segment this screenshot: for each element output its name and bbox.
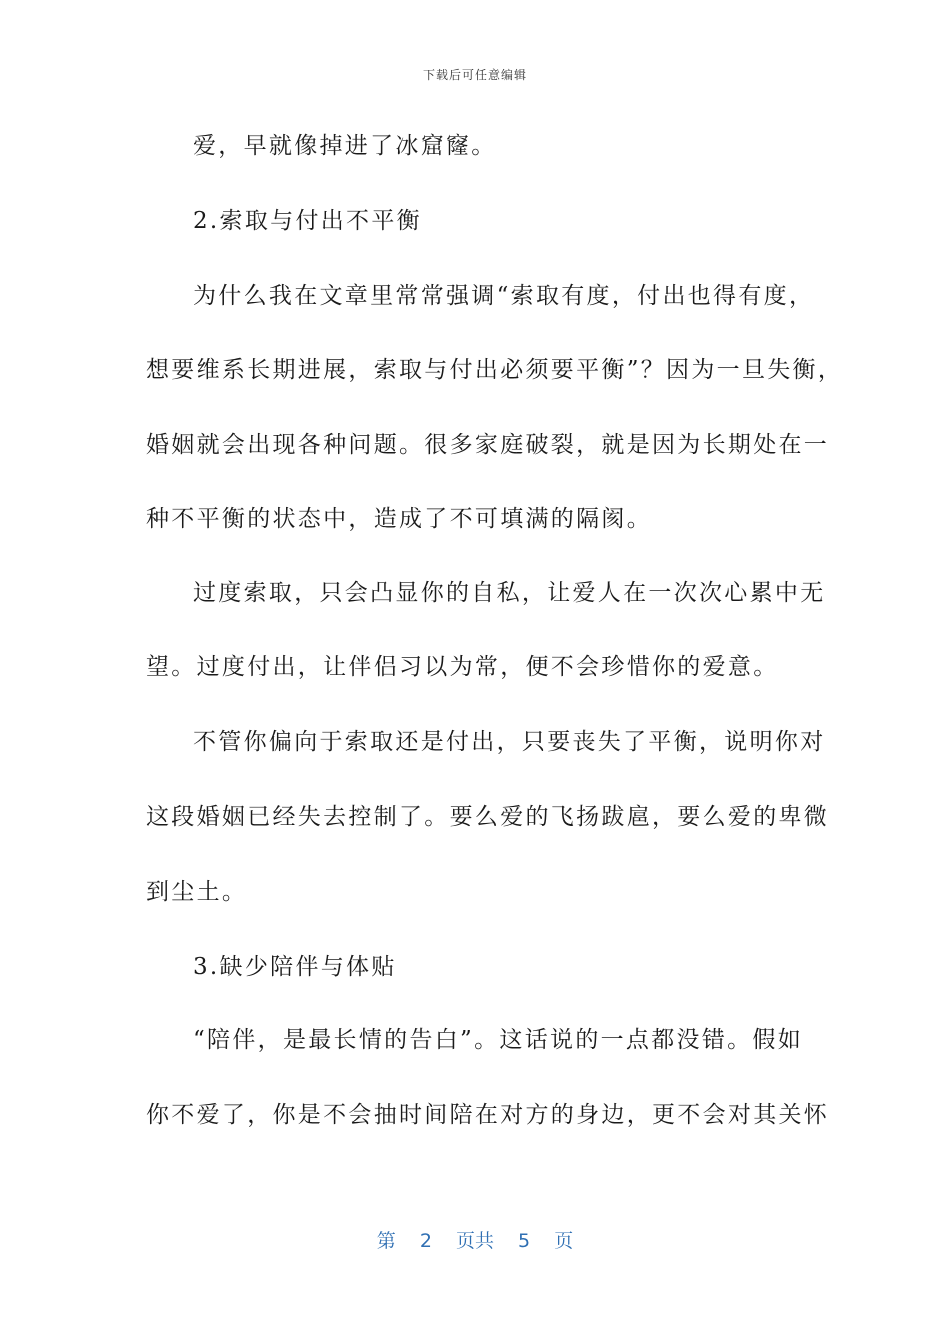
body-line-4: 想要维系长期进展，索取与付出必须要平衡”？因为一旦失衡， — [146, 357, 844, 383]
body-line-14: 你不爱了，你是不会抽时间陪在对方的身边，更不会对其关怀 — [146, 1102, 830, 1128]
body-line-11: 到尘土。 — [146, 879, 248, 905]
footer-middle: 页共 — [455, 1230, 494, 1252]
body-line-7: 过度索取，只会凸显你的自私，让爱人在一次次心累中无 — [193, 580, 826, 606]
body-line-6: 种不平衡的状态中，造成了不可填满的隔阂。 — [146, 506, 652, 532]
body-line-9: 不管你偏向于索取还是付出，只要丧失了平衡，说明你对 — [193, 729, 826, 755]
body-line-5: 婚姻就会出现各种问题。很多家庭破裂，就是因为长期处在一 — [146, 432, 830, 458]
page-footer — [0, 1226, 950, 1253]
footer-suffix: 页 — [554, 1230, 574, 1252]
body-line-8: 望。过度付出，让伴侣习以为常，便不会珍惜你的爱意。 — [146, 654, 779, 680]
page-header: 下载后可任意编辑 — [422, 68, 527, 82]
body-line-10: 这段婚姻已经失去控制了。要么爱的飞扬跋扈，要么爱的卑微 — [146, 804, 830, 830]
section-heading-2: 2.索取与付出不平衡 — [193, 208, 422, 234]
footer-prefix: 第 — [376, 1230, 396, 1252]
body-line-13: “陪伴，是最长情的告白”。这话说的一点都没错。假如 — [193, 1027, 804, 1053]
body-line-1: 爱，早就像掉进了冰窟窿。 — [193, 133, 497, 159]
body-line-3: 为什么我在文章里常常强调“索取有度，付出也得有度， — [193, 283, 815, 309]
footer-current-page: 2 — [419, 1230, 432, 1252]
section-heading-3: 3.缺少陪伴与体贴 — [193, 954, 397, 980]
footer-total-pages: 5 — [518, 1230, 531, 1252]
